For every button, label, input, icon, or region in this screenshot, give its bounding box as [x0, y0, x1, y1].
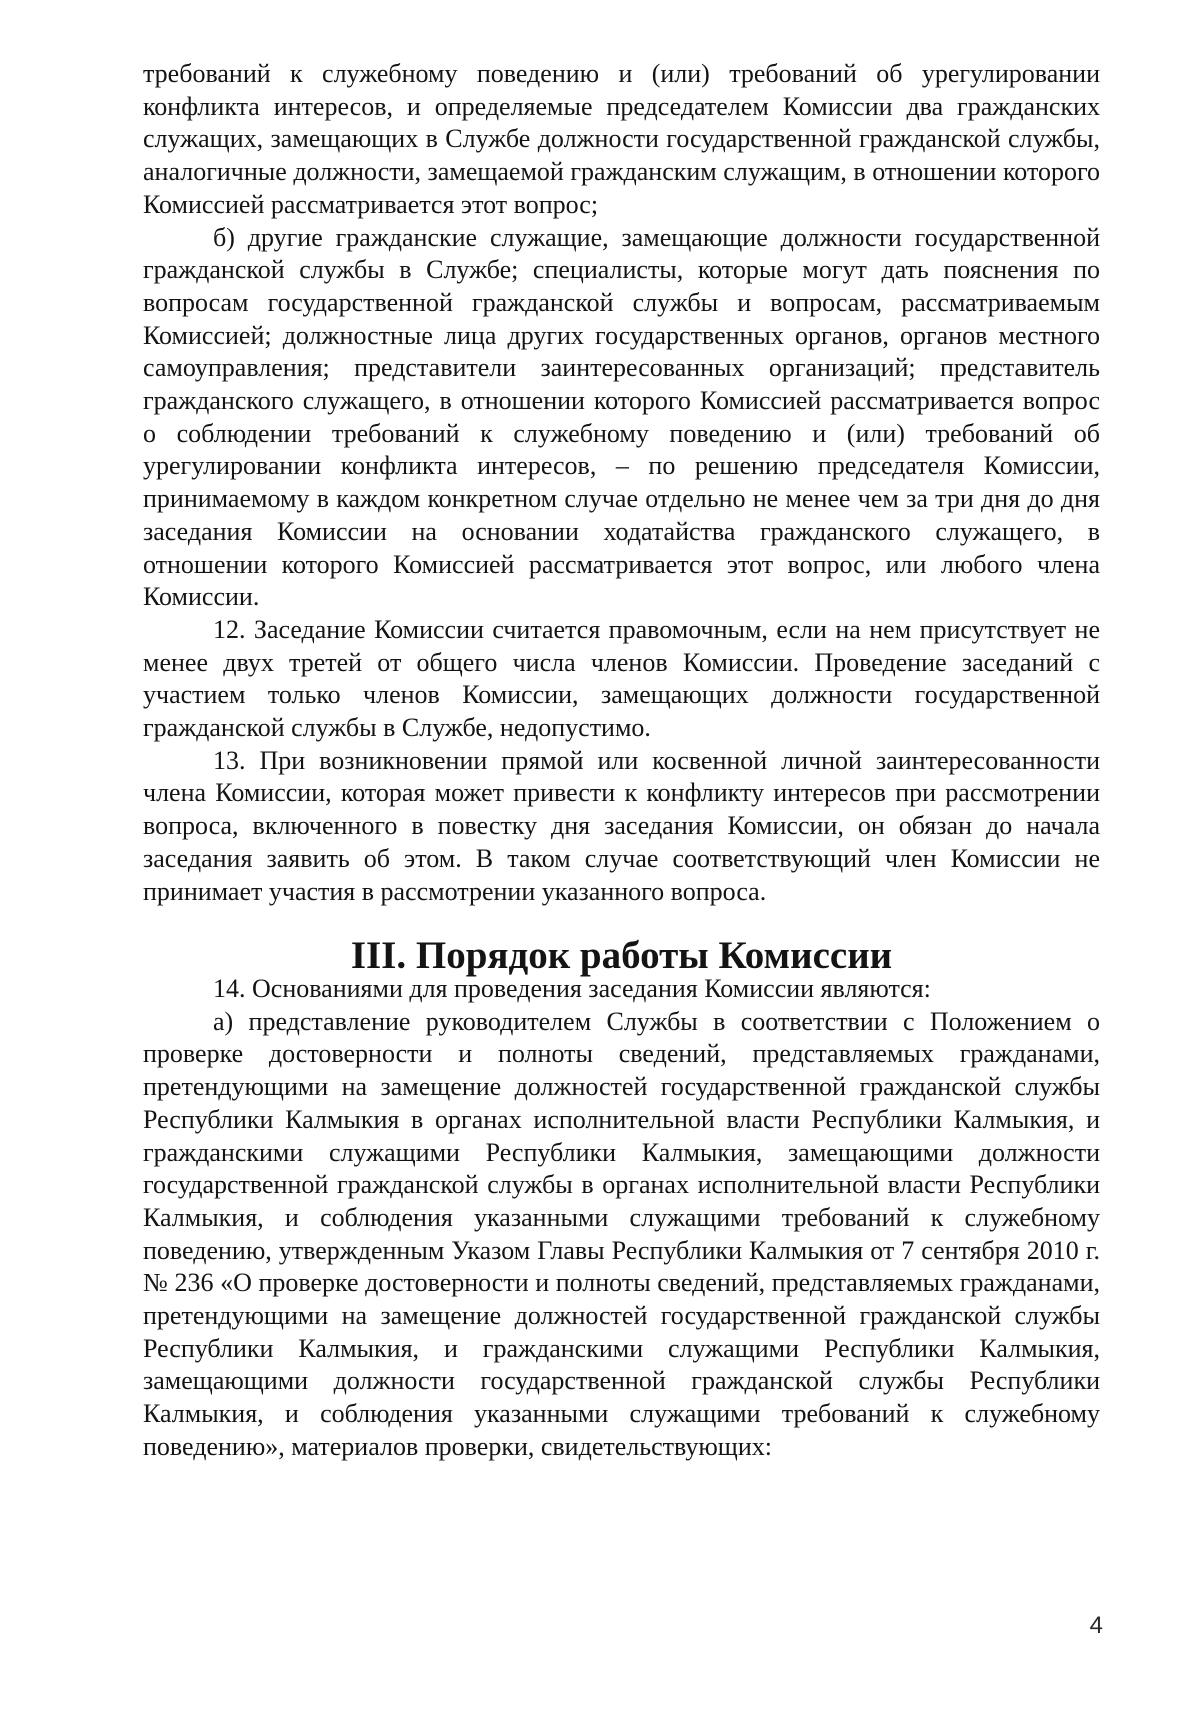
section-heading: III. Порядок работы Комиссии: [350, 934, 893, 978]
paragraph-item-a: а) представление руководителем Службы в соответствии с Положением о проверке достоверности и полноты сведений, представляемых гражданами, претендующими на замещение должностей государственной гражданской службы Республики Калмыкия в органах исполнительной власти Республики Калмыкия, и гражданскими служащими Республики Калмыкия, замещающими должности государственной гражданской службы в органах исполнительной власти Республики Калмыкия, и соблюдения указанными служащими требований к служебному поведению, утвержденным Указом Главы Республики Калмыкия от 7 сентября 2010 г. № 236 «О проверке достоверности и полноты сведений, представляемых гражданами, претендующими на замещение должностей государственной гражданской службы Республики Калмыкия, и гражданскими служащими Республики Калмыкия, замещающими должности государственной гражданской службы Республики Калмыкия, и соблюдения указанными служащими требований к служебному поведению», материалов проверки, свидетельствующих:: [143, 1006, 1100, 1461]
page-number: 4: [1089, 1612, 1103, 1639]
document-body: [143, 58, 1100, 1464]
paragraph-item-b: б) другие гражданские служащие, замещающие должности государственной гражданской службы в Службе; специалисты, которые могут дать пояснения по вопросам государственной гражданской службы и вопросам, рассматриваемым Комиссией; должностные лица других государственных органов, органов местного самоуправления; представители заинтересованных организаций; представитель гражданского служащего, в отношении которого Комиссией рассматривается вопрос о соблюдении требований к служебному поведению и (или) требований об урегулировании конфликта интересов, – по решению председателя Комиссии, принимаемому в каждом конкретном случае отдельно не менее чем за три дня до дня заседания Комиссии на основании ходатайства гражданского служащего, в отношении которого Комиссией рассматривается этот вопрос, или любого члена Комиссии.: [143, 222, 1100, 612]
paragraph-14: 14. Основаниями для проведения заседания Комиссии являются:: [213, 973, 931, 1003]
paragraph-12: 12. Заседание Комиссии считается правомочным, если на нем присутствует не менее двух третей от общего числа членов Комиссии. Проведение заседаний с участием только членов Комиссии, замещающих должности государственной гражданской службы в Службе, недопустимо.: [143, 614, 1100, 743]
paragraph-continuation: требований к служебному поведению и (или) требований об урегулировании конфликта интересов, и определяемые председателем Комиссии два гражданских служащих, замещающих в Службе должности государственной гражданской службы, аналогичные должности, замещаемой гражданским служащим, в отношении которого Комиссией рассматривается этот вопрос;: [143, 59, 1100, 219]
paragraph-13: 13. При возникновении прямой или косвенной личной заинтересованности члена Комиссии, которая может привести к конфликту интересов при рассмотрении вопроса, включенного в повестку дня заседания Комиссии, он обязан до начала заседания заявить об этом. В таком случае соответствующий член Комиссии не принимает участия в рассмотрении указанного вопроса.: [143, 745, 1100, 906]
